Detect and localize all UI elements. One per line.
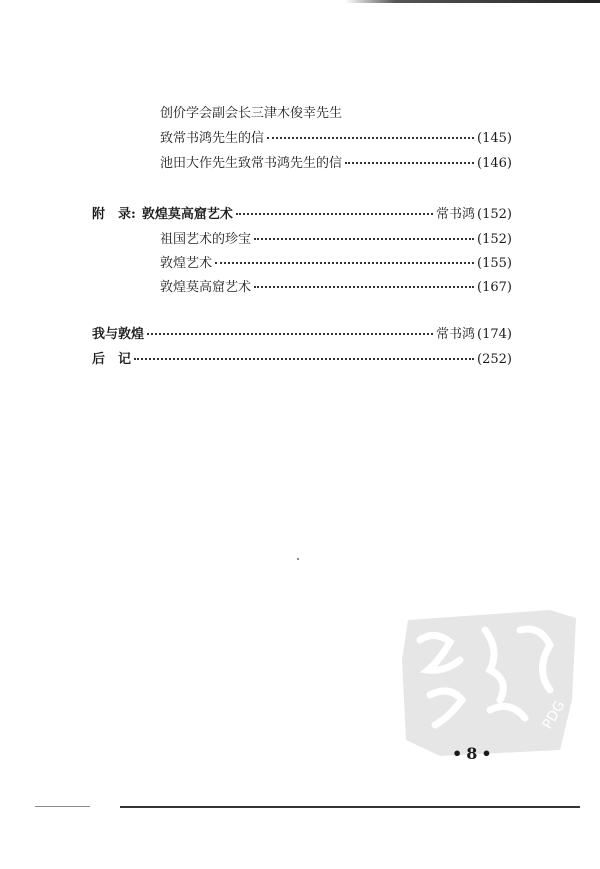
toc-entry-page: (152) bbox=[477, 232, 512, 247]
toc-entry-title: 后 记 bbox=[92, 352, 132, 367]
toc-entry-title: 池田大作先生致常书鸿先生的信 bbox=[160, 156, 343, 171]
leader-dots bbox=[254, 286, 474, 288]
toc-entry[interactable] bbox=[160, 130, 512, 148]
toc-entry-page: (155) bbox=[477, 256, 512, 271]
toc-subentry[interactable] bbox=[160, 279, 512, 297]
leader-dots bbox=[236, 213, 433, 215]
toc-entry-page: (252) bbox=[477, 352, 512, 367]
toc-appendix-entry[interactable] bbox=[92, 206, 512, 224]
page-number: •8• bbox=[452, 744, 496, 763]
toc-continuation-line: 创价学会副会长三津木俊幸先生 bbox=[160, 106, 343, 121]
toc-entry-author: 常书鸿 bbox=[436, 207, 476, 222]
toc-entry-page: (146) bbox=[477, 156, 512, 171]
toc-subentry[interactable] bbox=[160, 255, 512, 273]
leader-dots bbox=[147, 333, 433, 335]
toc-entry-title: 敦煌莫高窟艺术 bbox=[160, 280, 252, 295]
toc-entry-author: 常书鸿 bbox=[436, 327, 476, 342]
leader-dots bbox=[345, 162, 474, 164]
appendix-label: 附 录: bbox=[92, 207, 136, 222]
toc-entry-page: (174) bbox=[477, 327, 512, 342]
watermark-text: PDG bbox=[539, 697, 569, 732]
toc-entry-title: 祖国艺术的珍宝 bbox=[160, 232, 252, 247]
toc-entry-title: 我与敦煌 bbox=[92, 327, 145, 342]
toc-entry-title: 敦煌艺术 bbox=[160, 256, 213, 271]
watermark-seal bbox=[400, 600, 580, 760]
toc-entry-page: (167) bbox=[477, 280, 512, 295]
toc-entry-title: 致常书鸿先生的信 bbox=[160, 131, 265, 146]
toc-entry-page: (152) bbox=[477, 207, 512, 222]
leader-dots bbox=[215, 262, 474, 264]
toc-entry-title: 敦煌莫高窟艺术 bbox=[141, 207, 233, 222]
toc-entry[interactable] bbox=[160, 155, 512, 173]
scan-edge-bottom bbox=[120, 806, 580, 808]
leader-dots bbox=[267, 137, 474, 139]
scan-speck bbox=[297, 558, 299, 560]
toc-entry[interactable] bbox=[92, 326, 512, 344]
toc-entry-page: (145) bbox=[477, 131, 512, 146]
scan-edge-top bbox=[345, 0, 600, 3]
scan-edge-bottom-left bbox=[35, 806, 90, 807]
leader-dots bbox=[134, 358, 474, 360]
leader-dots bbox=[254, 238, 474, 240]
toc-entry[interactable] bbox=[92, 351, 512, 369]
toc-subentry[interactable] bbox=[160, 231, 512, 249]
